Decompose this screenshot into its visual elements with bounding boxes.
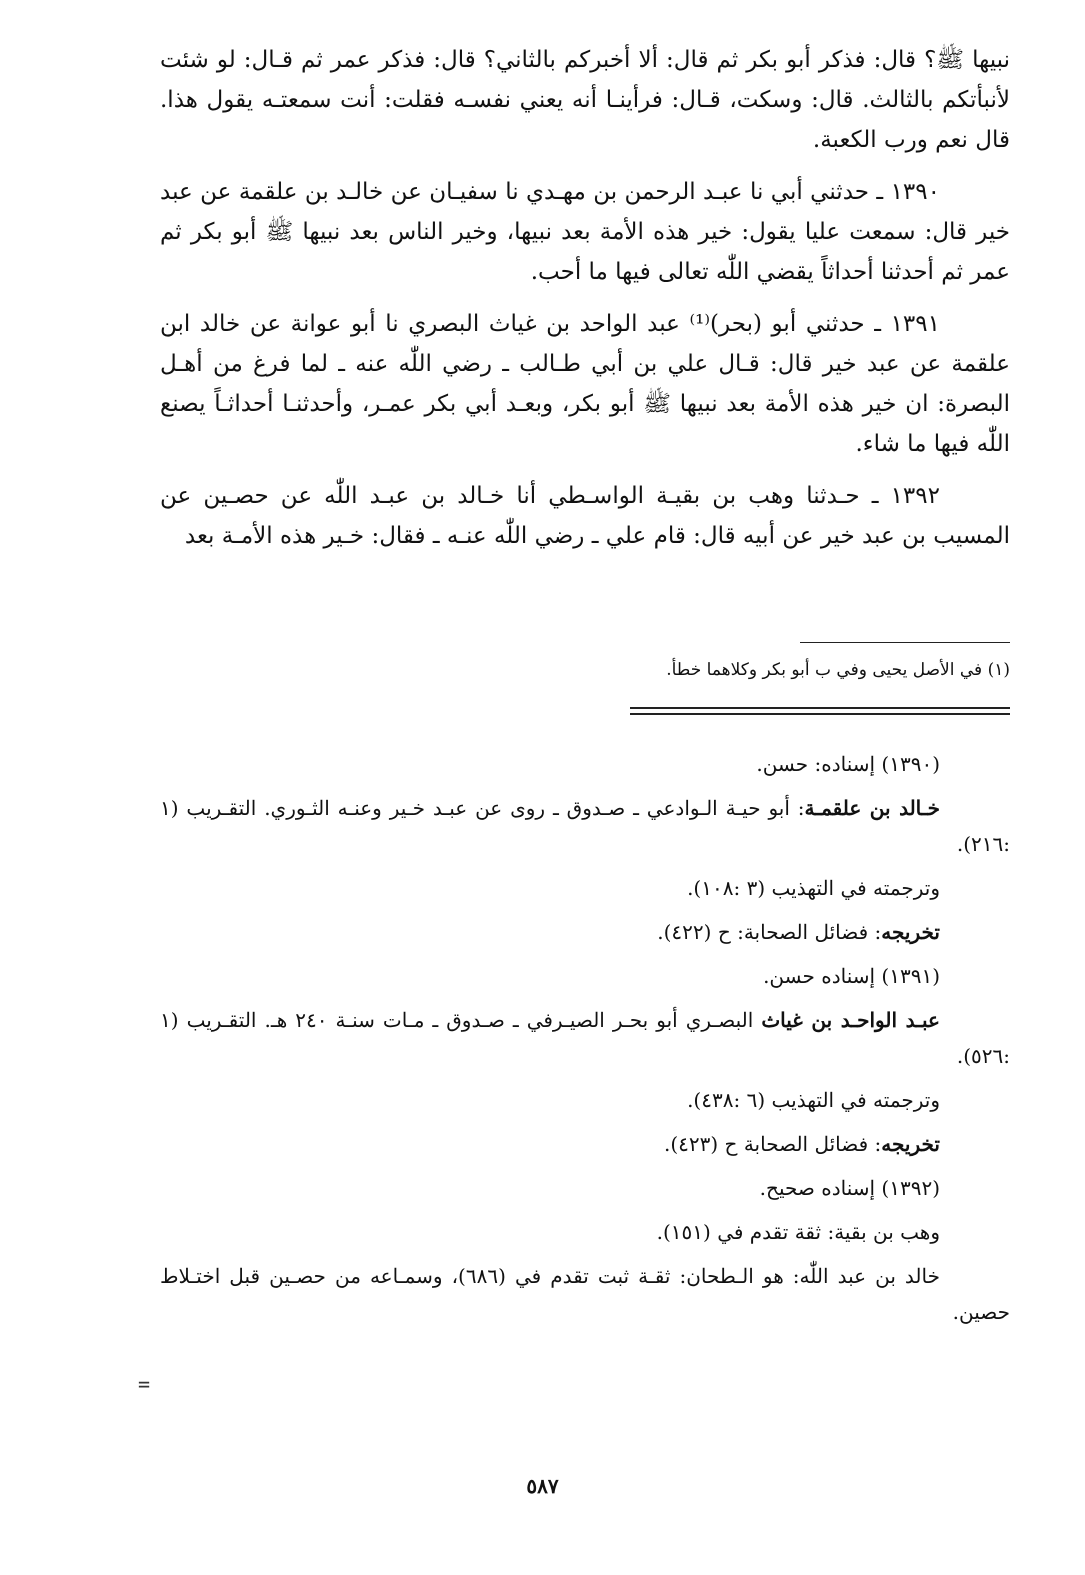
main-text-body	[160, 40, 1010, 556]
note-line	[160, 1170, 1010, 1206]
footnote: (١) في الأصل يحيى وفي ب أبو بكر وكلاهما خطأ.	[666, 660, 1010, 680]
note-term: تخريجه	[881, 920, 940, 944]
note-line	[160, 1082, 1010, 1118]
note-text: (١٣٩٠) إسناده: حسن.	[756, 752, 940, 776]
note-term: تخريجه	[881, 1132, 940, 1156]
note-text: : فضائل الصحابة ح (٤٢٣).	[663, 1132, 882, 1156]
notes-divider	[630, 707, 1010, 715]
note-text: وترجمته في التهذيب (٣ :١٠٨).	[687, 876, 940, 900]
note-line	[160, 1214, 1010, 1250]
note-term: عبـد الواحـد بن غياث	[761, 1008, 940, 1032]
page-number: ٥٨٧	[526, 1474, 559, 1498]
note-text: وترجمته في التهذيب (٦ :٤٣٨).	[687, 1088, 940, 1112]
note-line	[160, 870, 1010, 906]
main-paragraph: ١٣٩٢ ـ حـدثنا وهب بن بقيـة الواسـطي أنا خـالد بن عبـد اللّٰه عن حصـين عن المسيب بن عبد خير عن أبيه قال: قام علي ـ رضي اللّٰه عنـه ـ فقال: خـير هذه الأمـة بعد	[160, 483, 1010, 549]
main-paragraph: نبيها ﷺ؟ قال: فذكر أبو بكر ثم قال: ألا أخبركم بالثاني؟ قال: فذكر عمر ثم قـال: لو شئت لأنبأتكم بالثالث. قال: وسكت، قـال: فرأينـا أنه يعني نفسـه فقلت: أنت سمعتـه يقول هذا. قال نعم ورب الكعبة.	[160, 47, 1010, 153]
continuation-mark: =	[138, 1372, 151, 1396]
note-line	[160, 914, 1010, 950]
note-line	[160, 746, 1010, 782]
note-line	[160, 958, 1010, 994]
editor-notes	[160, 746, 1010, 1338]
note-text: : أبو حيـة الـوادعي ـ صـدوق ـ روى عن عبـد خـير وعنـه الثـوري. التقـريب (١ :٢١٦).	[160, 796, 1010, 856]
note-text: البصـري أبو بحـر الصيـرفي ـ صـدوق ـ مـات سنـة ٢٤٠ هـ. التقـريب (١ :٥٢٦).	[160, 1008, 1010, 1068]
main-paragraph: ١٣٩٠ ـ حدثني أبي نا عبـد الرحمن بن مهـدي نا سفيـان عن خالـد بن علقمة عن عبد خير قال: سمعت عليا يقول: خير هذه الأمة بعد نبيها، وخير الناس بعد نبيها ﷺ أبو بكر ثم عمر ثم أحدثنا أحداثاً يقضي اللّٰه تعالى فيها ما أحب.	[160, 179, 1010, 285]
note-line	[160, 1126, 1010, 1162]
footnote-divider	[800, 642, 1010, 643]
note-term: خـالد بن علقمـة	[804, 796, 940, 820]
note-line	[160, 790, 1010, 862]
note-text: خالد بن عبد اللّٰه: هو الـطحان: ثقـة ثبت تقدم في (٦٨٦)، وسمـاعه من حصـين قبل اختـلاط حصين.	[160, 1264, 1010, 1324]
note-text: : فضائل الصحابة: ح (٤٢٢).	[657, 920, 882, 944]
note-line	[160, 1258, 1010, 1330]
note-text: (١٣٩٢) إسناده صحيح.	[759, 1176, 940, 1200]
main-paragraph: ١٣٩١ ـ حدثني أبو (بحر)⁽¹⁾ عبد الواحد بن غياث البصري نا أبو عوانة عن خالد ابن علقمة عن عبد خير قال: قـال علي بن أبي طـالب ـ رضي اللّٰه عنه ـ لما فرغ من أهـل البصرة: ان خير هذه الأمة بعد نبيها ﷺ أبو بكر، وبعـد أبي بكر عمـر، وأحدثنـا أحداثـاً يصنع اللّٰه فيها ما شاء.	[160, 311, 1010, 457]
note-line	[160, 1002, 1010, 1074]
note-text: (١٣٩١) إسناده حسن.	[763, 964, 940, 988]
note-text: وهب بن بقية: ثقة تقدم في (١٥١).	[656, 1220, 940, 1244]
